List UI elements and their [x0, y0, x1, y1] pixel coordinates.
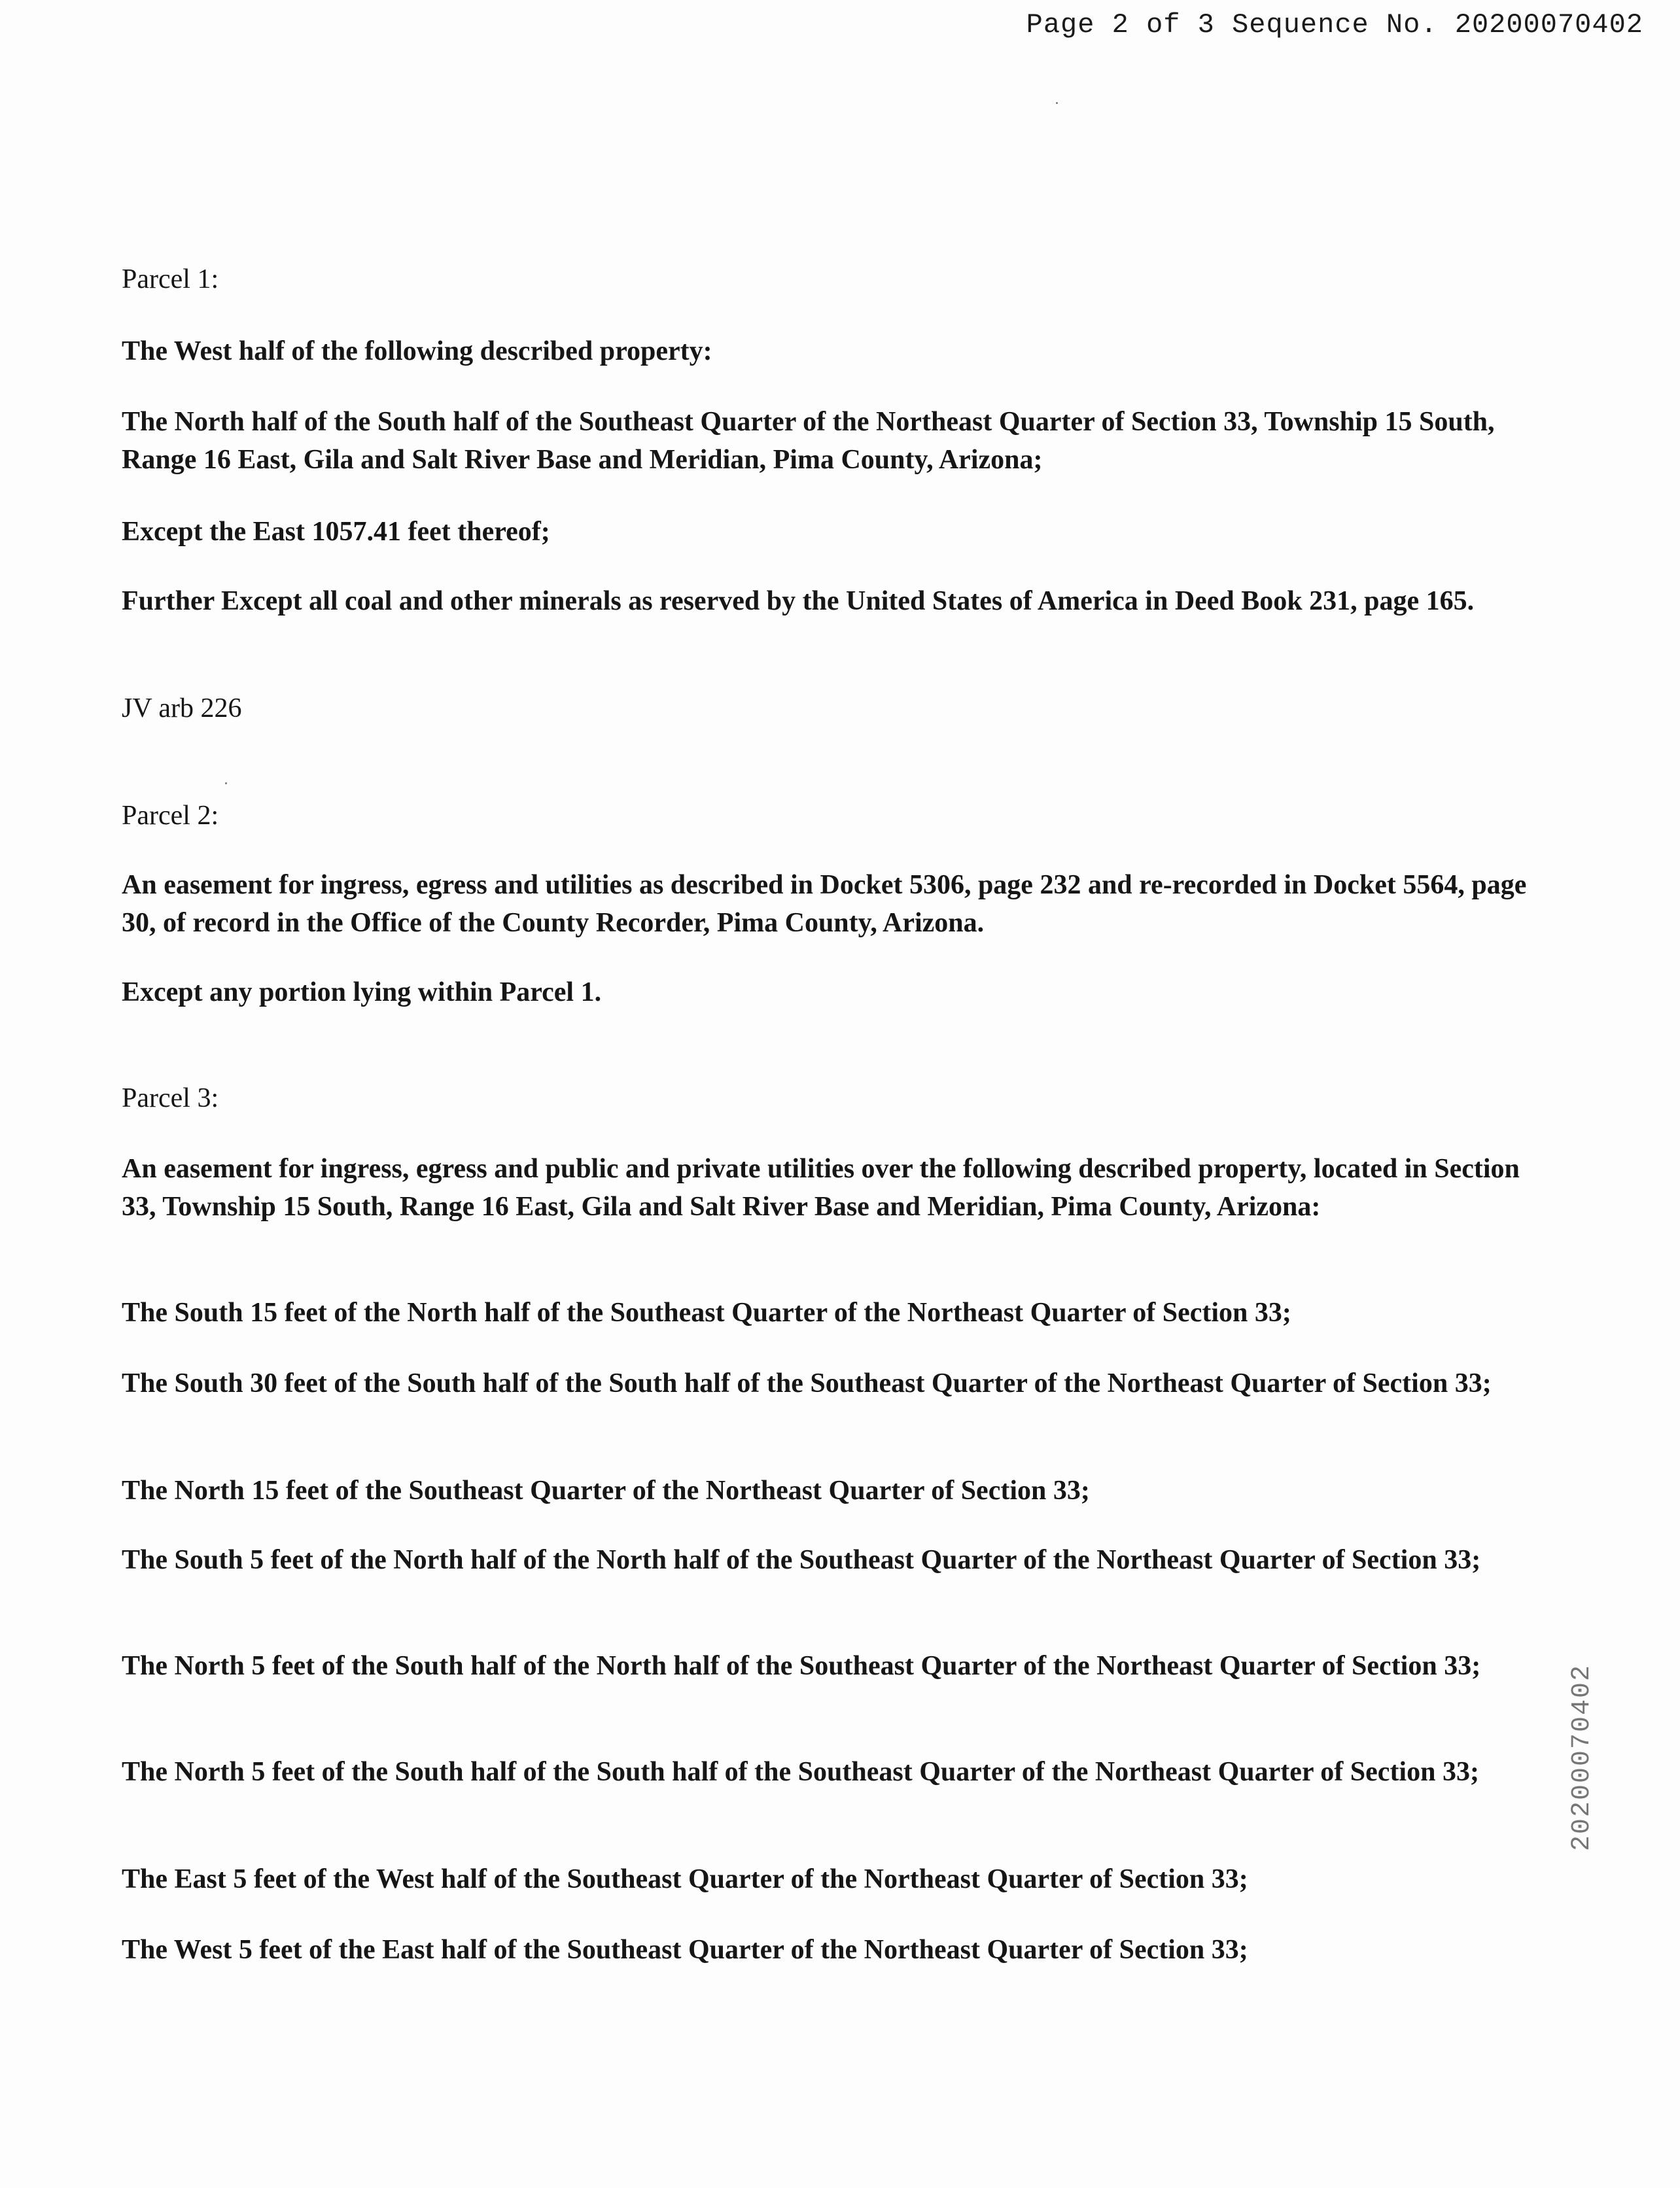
margin-sequence-mark: 20200070402 — [1567, 1663, 1597, 1851]
parcel-3-paragraph-4: The North 15 feet of the Southeast Quarter of the Northeast Quarter of Section 33; — [122, 1476, 1090, 1506]
parcel-1-paragraph-1: The West half of the following described property: — [122, 336, 712, 366]
parcel-1-paragraph-5: JV arb 226 — [122, 693, 242, 723]
scan-speck — [1056, 102, 1058, 104]
parcel-2-heading: Parcel 2: — [122, 801, 219, 831]
parcel-3-paragraph-2: The South 15 feet of the North half of the Southeast Quarter of the Northeast Quarter of Section 33; — [122, 1298, 1291, 1328]
parcel-2-paragraph-1: An easement for ingress, egress and utilities as described in Docket 5306, page 232 and re-recorded in Docket 5564, page 30, of record in the Office of the County Recorder, Pima County, Arizona. — [122, 870, 1527, 938]
parcel-1-paragraph-4: Further Except all coal and other minerals as reserved by the United States of America in Deed Book 231, page 165. — [122, 586, 1475, 616]
page-sequence-stamp: Page 2 of 3 Sequence No. 20200070402 — [1026, 9, 1643, 41]
parcel-3-paragraph-7: The North 5 feet of the South half of the South half of the Southeast Quarter of the Northeast Quarter of Section 33; — [122, 1757, 1479, 1787]
scan-speck — [225, 782, 227, 784]
parcel-3-paragraph-1: An easement for ingress, egress and public and private utilities over the following described property, located in Section 33, Township 15 South, Range 16 East, Gila and Salt River Base and Meridian, Pima County, Arizona: — [122, 1154, 1520, 1222]
parcel-3-heading: Parcel 3: — [122, 1083, 219, 1113]
parcel-1-paragraph-3: Except the East 1057.41 feet thereof; — [122, 517, 550, 547]
parcel-2-paragraph-2: Except any portion lying within Parcel 1. — [122, 977, 602, 1007]
parcel-3-paragraph-6: The North 5 feet of the South half of the North half of the Southeast Quarter of the Northeast Quarter of Section 33; — [122, 1651, 1481, 1681]
parcel-3-paragraph-9: The West 5 feet of the East half of the Southeast Quarter of the Northeast Quarter of Section 33; — [122, 1935, 1248, 1965]
parcel-3-paragraph-3: The South 30 feet of the South half of the South half of the Southeast Quarter of the Northeast Quarter of Section 33; — [122, 1368, 1492, 1398]
parcel-1-heading: Parcel 1: — [122, 264, 219, 294]
parcel-1-paragraph-2: The North half of the South half of the Southeast Quarter of the Northeast Quarter of Section 33, Township 15 South, Range 16 East, Gila and Salt River Base and Meridian, Pima County, Arizona; — [122, 407, 1495, 475]
parcel-3-paragraph-5: The South 5 feet of the North half of the North half of the Southeast Quarter of the Northeast Quarter of Section 33; — [122, 1545, 1481, 1575]
parcel-3-paragraph-8: The East 5 feet of the West half of the Southeast Quarter of the Northeast Quarter of Section 33; — [122, 1864, 1248, 1894]
